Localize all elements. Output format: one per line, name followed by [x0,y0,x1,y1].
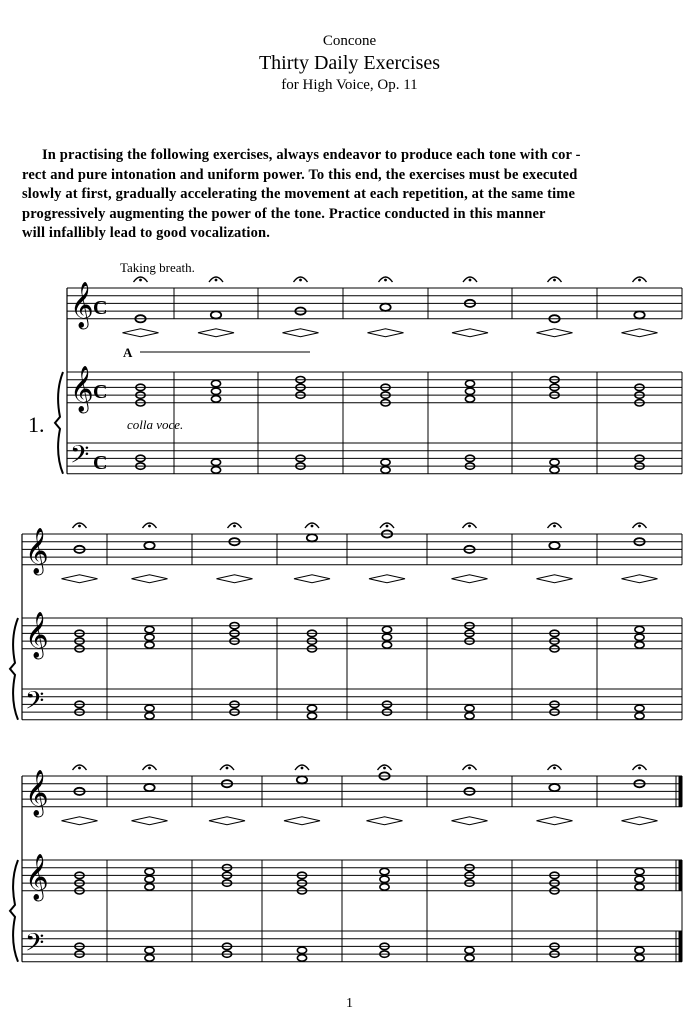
chord-note [145,634,154,640]
intro-line: slowly at first, gradually accelerating the movement at each repetition, at the same time [22,186,576,202]
chord-note [380,884,389,890]
staff-system [10,523,682,722]
crescendo-hairpin [284,817,320,825]
bass-note [635,947,644,953]
fermata-dot [148,525,151,528]
piano-bass-staff [22,929,682,964]
whole-note [307,534,317,541]
composer-name: Concone [322,33,377,49]
fermata-dot [383,767,386,770]
voice-staff [22,770,682,818]
piano-bass-staff [67,441,682,476]
treble-clef-icon: 𝄞 [70,282,94,329]
chord-note [635,642,644,648]
fermata-dot [311,525,314,528]
page-number: 1 [346,996,353,1011]
treble-clef-icon: 𝄞 [25,528,49,575]
bass-note [550,459,559,465]
bass-note [145,713,154,719]
page-title: Thirty Daily Exercises [258,52,441,74]
bass-note [297,955,306,961]
voice-staff [67,282,682,330]
piano-bass-staff [22,687,682,722]
chord-note [145,626,154,632]
whole-note [211,311,221,318]
chord-note [635,876,644,882]
fermata-dot [386,525,389,528]
colla-voce-marking: colla voce. [127,417,184,432]
fermata-dot [553,767,556,770]
chord-note [211,388,220,394]
bass-note [381,467,390,473]
fermata-dot [215,279,218,282]
bass-note [550,467,559,473]
crescendo-hairpin [452,329,488,337]
fermata-dot [468,525,471,528]
bass-clef-icon: 𝄢 [70,440,90,476]
voice-staff [22,528,682,576]
whole-note [634,311,644,318]
crescendo-hairpin [198,329,234,337]
whole-note [144,542,154,549]
chord-note [635,626,644,632]
crescendo-hairpin [62,575,98,583]
bass-note [635,705,644,711]
chord-note [211,396,220,402]
staff-system [10,765,682,964]
fermata-dot [148,767,151,770]
crescendo-hairpin [283,329,319,337]
crescendo-hairpin [123,329,159,337]
fermata-dot [299,279,302,282]
chord-note [382,634,391,640]
piano-treble-staff [22,612,682,660]
crescendo-hairpin [367,817,403,825]
crescendo-hairpin [132,817,168,825]
page-subtitle: for High Voice, Op. 11 [281,77,418,93]
rehearsal-letter: A [123,345,133,360]
chord-note [145,876,154,882]
chord-note [145,884,154,890]
chord-note [145,868,154,874]
whole-note [380,304,390,311]
bass-note [211,459,220,465]
chord-note [380,868,389,874]
crescendo-hairpin [452,817,488,825]
bass-note [635,955,644,961]
bass-note [297,947,306,953]
fermata-dot [553,525,556,528]
bass-note [145,947,154,953]
fermata-dot [638,767,641,770]
whole-note [297,776,307,783]
fermata-dot [301,767,304,770]
chord-note [380,876,389,882]
fermata-dot [638,525,641,528]
chord-note [382,642,391,648]
chord-note [465,396,474,402]
crescendo-hairpin [537,575,573,583]
intro-line: In practising the following exercises, always endeavor to produce each tone with cor - [42,147,581,163]
bass-clef-icon: 𝄢 [25,928,45,964]
fermata-dot [638,279,641,282]
chord-note [465,380,474,386]
piano-brace [10,860,18,962]
fermata-dot [78,767,81,770]
treble-clef-icon: 𝄞 [25,854,49,901]
bass-note [307,713,316,719]
crescendo-hairpin [622,575,658,583]
whole-note [144,784,154,791]
intro-line: progressively augmenting the power of the tone. Practice conducted in this manner [22,205,546,222]
piano-brace [55,372,63,474]
time-signature: C [93,297,108,320]
bass-note [211,467,220,473]
whole-note [549,542,559,549]
crescendo-hairpin [217,575,253,583]
bass-note [381,459,390,465]
bass-note [307,705,316,711]
time-signature: C [93,381,108,404]
bass-clef-icon: 𝄢 [25,686,45,722]
treble-clef-icon: 𝄞 [25,770,49,817]
chord-note [145,642,154,648]
fermata-dot [384,279,387,282]
fermata-dot [469,279,472,282]
bass-note [145,955,154,961]
staff-systems [10,277,682,964]
bass-note [635,713,644,719]
crescendo-hairpin [369,575,405,583]
treble-clef-icon: 𝄞 [25,612,49,659]
whole-note [549,784,559,791]
chord-note [635,634,644,640]
fermata-dot [78,525,81,528]
bass-note [465,947,474,953]
crescendo-hairpin [452,575,488,583]
bass-note [465,713,474,719]
fermata-dot [233,525,236,528]
piano-treble-staff [22,854,682,902]
crescendo-hairpin [132,575,168,583]
breath-instruction: Taking breath. [120,260,195,275]
bass-note [465,955,474,961]
chord-note [211,380,220,386]
chord-note [465,388,474,394]
bass-note [465,705,474,711]
crescendo-hairpin [294,575,330,583]
chord-note [382,626,391,632]
crescendo-hairpin [368,329,404,337]
crescendo-hairpin [622,329,658,337]
intro-line: rect and pure intonation and uniform power. To this end, the exercises must be executed [22,166,578,183]
fermata-dot [226,767,229,770]
intro-line: will infallibly lead to good vocalization. [22,225,270,241]
crescendo-hairpin [537,329,573,337]
chord-note [635,868,644,874]
fermata-dot [553,279,556,282]
crescendo-hairpin [209,817,245,825]
staff-system [55,277,682,476]
piano-brace [10,618,18,720]
treble-clef-icon: 𝄞 [70,366,94,413]
exercise-number: 1. [28,412,45,437]
piano-treble-staff [67,366,682,414]
crescendo-hairpin [62,817,98,825]
time-signatures [93,297,107,474]
crescendo-hairpin [537,817,573,825]
crescendo-hairpin [622,817,658,825]
bass-note [145,705,154,711]
chord-note [635,884,644,890]
fermata-dot [139,279,142,282]
time-signature: C [93,452,108,475]
fermata-dot [468,767,471,770]
